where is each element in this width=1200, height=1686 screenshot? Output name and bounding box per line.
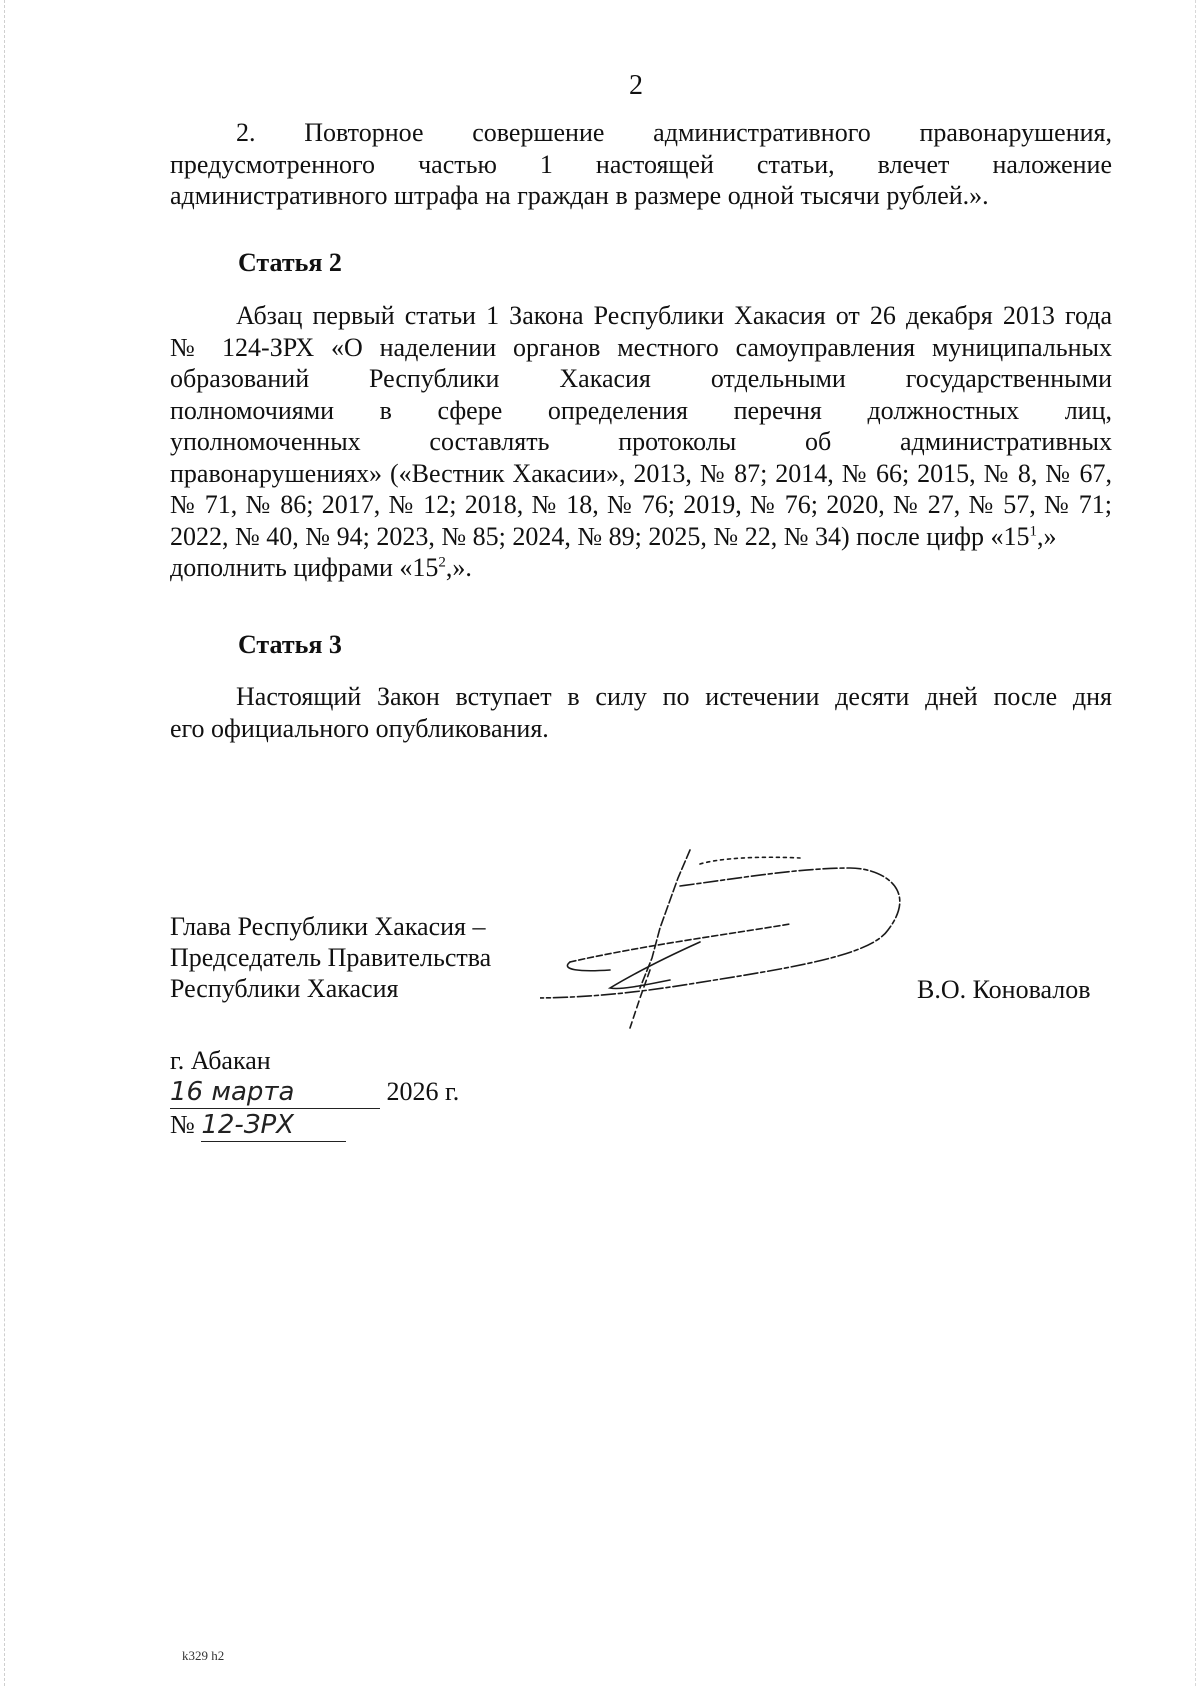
article-2-line-4: полномочиями в сфере определения перечня должностных лиц, (170, 395, 1112, 425)
number-prefix: № (170, 1110, 195, 1139)
article-2-heading: Статья 2 (238, 248, 342, 277)
article-2-line-9-end: ,». (445, 553, 472, 582)
date-handwritten: 16 марта (170, 1077, 380, 1109)
article-2-line-5: уполномоченных составлять протоколы об административных (170, 427, 1112, 456)
signatory-title-line-3: Республики Хакасия (170, 974, 399, 1003)
scan-edge-right (1195, 0, 1196, 1686)
signatory-title (170, 911, 491, 1004)
signatory-title-line-2: Председатель Правительства (170, 943, 492, 972)
superscript-1: 1 (1029, 522, 1037, 539)
date-year: 2026 г. (386, 1077, 460, 1106)
clause-2-line-2: предусмотренного частью 1 настоящей статьи, влечет наложение (170, 149, 1112, 179)
article-3-line-1: Настоящий Закон вступает в силу по истечении десяти дней после дня (236, 682, 1112, 711)
article-2-line-1: Абзац первый статьи 1 Закона Республики Хакасия от 26 декабря 2013 года (236, 301, 1112, 330)
article-3-line-2: его официального опубликования. (170, 713, 549, 743)
place-date-number (170, 1045, 459, 1142)
article-3-heading: Статья 3 (238, 630, 342, 659)
place-city: г. Абакан (170, 1046, 271, 1075)
article-2-line-8-end: ,» (1036, 521, 1057, 551)
article-2-line-9-text: дополнить цифрами «15 (170, 553, 439, 582)
signatory-title-line-1: Глава Республики Хакасия – (170, 912, 486, 941)
handwritten-signature (540, 838, 940, 1038)
signing-date (170, 1076, 459, 1109)
clause-2-line-1: 2. Повторное совершение административного правонарушения, (236, 118, 1112, 147)
article-3-paragraph (170, 681, 1112, 744)
article-2-line-8 (170, 521, 1112, 553)
signatory-name: В.О. Коновалов (917, 975, 1091, 1004)
article-2-line-7: № 71, № 86; 2017, № 12; 2018, № 18, № 76; 2019, № 76; 2020, № 27, № 57, № 71; (170, 490, 1112, 519)
article-2-line-9 (170, 552, 1112, 584)
clause-2-line-3: административного штрафа на граждан в размере одной тысячи рублей.». (170, 181, 989, 210)
law-number (170, 1109, 459, 1142)
article-2-line-2: № 124-ЗРХ «О наделении органов местного самоуправления муниципальных (170, 332, 1112, 362)
scan-edge-left (4, 0, 5, 1686)
article-2-paragraph (170, 300, 1112, 584)
number-handwritten: 12-ЗРХ (201, 1110, 346, 1142)
clause-2-paragraph (170, 117, 1112, 212)
superscript-2: 2 (438, 554, 446, 571)
footer-code: k329 h2 (182, 1648, 225, 1663)
article-2-line-8-text: 2022, № 40, № 94; 2023, № 85; 2024, № 89; 2025, № 22, № 34) после цифр «15 (170, 521, 1030, 551)
article-2-line-6: правонарушениях» («Вестник Хакасии», 2013, № 87; 2014, № 66; 2015, № 8, № 67, (170, 458, 1112, 488)
page-number: 2 (629, 70, 643, 101)
article-2-line-3: образований Республики Хакасия отдельными государственными (170, 364, 1112, 393)
